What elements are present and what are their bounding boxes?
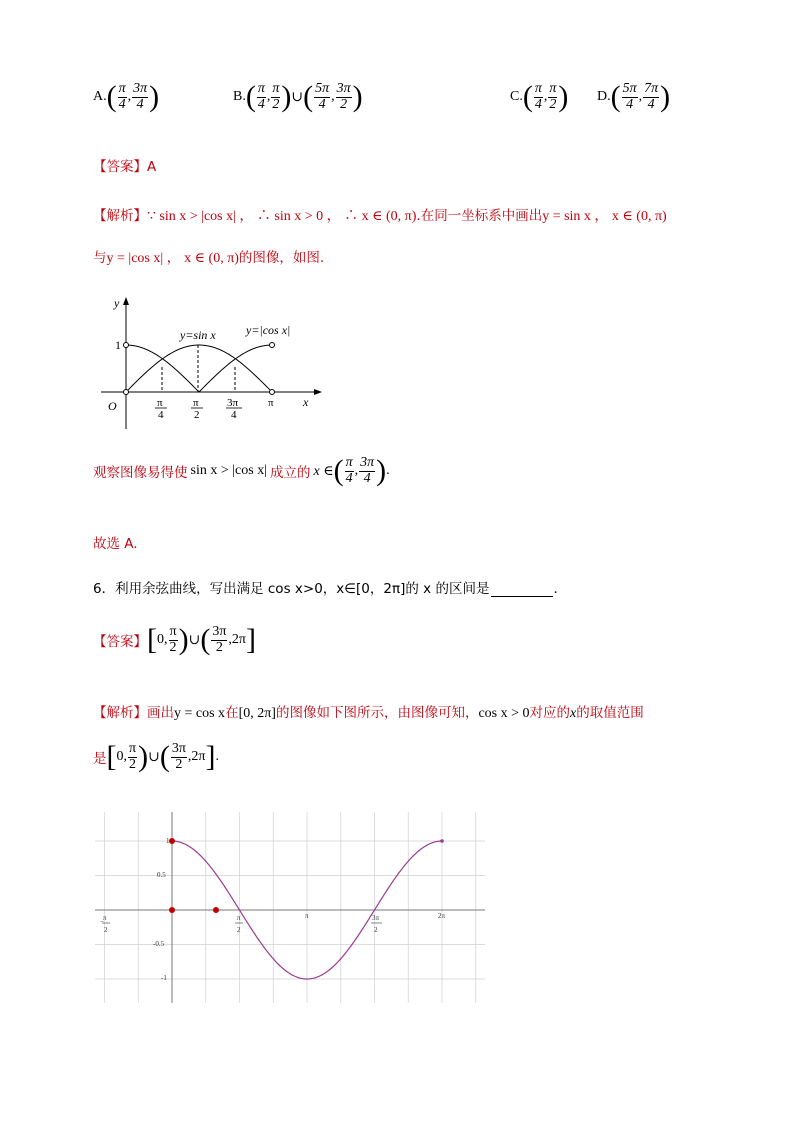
question-number: 6． bbox=[93, 581, 116, 597]
sin-abs-cos-graph bbox=[96, 294, 326, 434]
sin-label: y=sin x bbox=[180, 328, 216, 342]
analysis-1-text: .在同一坐标系中画出 bbox=[416, 208, 543, 224]
option-a-num1: π bbox=[118, 81, 126, 96]
tick-pi-4-num: π bbox=[157, 397, 163, 409]
option-b-num1: π bbox=[257, 81, 265, 96]
option-b-num3: 5π bbox=[315, 81, 330, 96]
a2-union: ∪ bbox=[148, 749, 160, 765]
y-label-neg-0-5: -0.5 bbox=[153, 940, 165, 948]
obs-den2: 4 bbox=[363, 470, 371, 486]
y-label-1: 1 bbox=[166, 837, 170, 845]
cos-graph bbox=[90, 810, 490, 1005]
y-label-0-5: 0.5 bbox=[157, 871, 166, 879]
option-a-label: A. bbox=[93, 89, 107, 105]
option-a-den1: 4 bbox=[118, 96, 126, 112]
obs-num1: π bbox=[345, 455, 353, 470]
obs-num2: 3π bbox=[360, 455, 375, 470]
option-b: B. ( $\frac{\pi}{4}$ , $\frac{\pi}{2}$ ) ∪ ( $\frac{5\pi}{4}$ , $\frac{3\pi}{2}$ ) bbox=[233, 80, 363, 114]
x-label-pi: π bbox=[305, 912, 309, 920]
observation-line bbox=[93, 456, 390, 486]
tick-pi-4-den: 4 bbox=[158, 409, 164, 421]
choose-line: 故选 A. bbox=[93, 536, 138, 552]
ans2-den2: 2 bbox=[215, 639, 223, 655]
a2-m1: y = cos x bbox=[174, 706, 226, 721]
abs-cos-curve bbox=[126, 345, 272, 392]
ans2-post: ,2π bbox=[228, 632, 246, 648]
option-c-num2: π bbox=[549, 81, 557, 96]
a2-t4: 对应的 bbox=[529, 705, 571, 721]
option-a-num2: 3π bbox=[133, 81, 148, 96]
x-label-neg-pi-2-num: π bbox=[103, 914, 107, 922]
x-label-pi-2-num: π bbox=[237, 914, 241, 922]
observation-x-in: x ∈ bbox=[313, 463, 334, 479]
option-d-den2: 4 bbox=[647, 96, 655, 112]
option-b-num4: 3π bbox=[336, 81, 351, 96]
option-d-num2: 7π bbox=[644, 81, 659, 96]
origin-label: O bbox=[108, 399, 117, 413]
observation-text2: 成立的 bbox=[270, 465, 311, 482]
a2-post: ,2π bbox=[187, 749, 206, 765]
question-end: ． bbox=[553, 581, 567, 597]
x-label-neg-pi-2-den: 2 bbox=[104, 926, 108, 934]
option-b-den4: 2 bbox=[340, 96, 348, 112]
option-b-union: ∪ bbox=[291, 89, 304, 105]
open-point-pi-0 bbox=[270, 390, 275, 395]
x-axis-arrow bbox=[314, 389, 322, 395]
a2-pre: 0, bbox=[116, 749, 127, 765]
sin-curve bbox=[126, 345, 272, 392]
option-c-den2: 2 bbox=[549, 96, 557, 112]
x-label-3pi-2-num: 3π bbox=[372, 914, 380, 922]
x-label-3pi-2-den: 2 bbox=[374, 926, 378, 934]
y-axis-label: y bbox=[114, 296, 120, 310]
open-point-0-1 bbox=[124, 343, 129, 348]
open-point-pi-1 bbox=[270, 343, 275, 348]
a2-t2: 在 bbox=[225, 705, 239, 721]
point-0-1 bbox=[169, 838, 175, 844]
a2-m3: cos x > 0 bbox=[478, 706, 530, 721]
analysis-1-text3: 的图像，如图. bbox=[238, 250, 325, 266]
answer-2-tag: 【答案】 bbox=[93, 634, 147, 651]
option-d-num1: 5π bbox=[622, 81, 637, 96]
a2-t5: 的取值范围 bbox=[576, 705, 644, 721]
a2-end: . bbox=[215, 749, 219, 765]
answer-value: A bbox=[147, 159, 157, 175]
ans2-num2: 3π bbox=[212, 624, 227, 639]
ans2-pre: 0, bbox=[157, 632, 168, 648]
x-label-pi-2-den: 2 bbox=[237, 926, 241, 934]
observation-text: 观察图像易得使 bbox=[93, 465, 188, 482]
option-a: A. ( $\frac{\pi}{4}$ , $\frac{3\pi}{4}$ ) bbox=[93, 80, 160, 114]
option-c-label: C. bbox=[510, 89, 523, 105]
option-c-num1: π bbox=[534, 81, 542, 96]
abs-cos-label: y=|cos x| bbox=[246, 323, 291, 337]
point-x-axis bbox=[213, 907, 219, 913]
option-c-den1: 4 bbox=[534, 96, 542, 112]
analysis-2-tag: 【解析】 bbox=[93, 705, 147, 721]
option-d-label: D. bbox=[597, 89, 611, 105]
analysis-1-cos-def: y = |cos x| ， x ∈ (0, π) bbox=[106, 251, 239, 266]
a2-num1: π bbox=[129, 741, 137, 756]
point-2pi-1 bbox=[440, 839, 444, 843]
y-axis-arrow bbox=[123, 297, 129, 305]
option-b-den2: 2 bbox=[272, 96, 280, 112]
open-point-origin bbox=[124, 390, 129, 395]
tick-3pi-4-den: 4 bbox=[231, 409, 237, 421]
option-d-den1: 4 bbox=[626, 96, 634, 112]
ans2-union: ∪ bbox=[188, 632, 201, 648]
tick-3pi-4-num: 3π bbox=[227, 397, 239, 409]
option-b-num2: π bbox=[272, 81, 280, 96]
answer-tag: 【答案】 bbox=[93, 159, 147, 175]
obs-den1: 4 bbox=[345, 470, 353, 486]
obs-end: . bbox=[386, 463, 390, 479]
a2-num2: 3π bbox=[171, 741, 186, 756]
question-6 bbox=[93, 577, 567, 597]
a2-interval: [ 0, $\frac{\pi}{2}$ ) ∪ ( $\frac{3\pi}{2}$ ,2π ] bbox=[106, 740, 216, 774]
analysis-1-line1 bbox=[93, 204, 667, 225]
answer-2-interval: [ 0, $\frac{\pi}{2}$ ) ∪ ( $\frac{3\pi}{2}$ ,2π ] bbox=[147, 623, 256, 657]
question-text: 利用余弦曲线，写出满足 cos x>0，x∈[0，2π]的 x 的区间是 bbox=[115, 581, 490, 597]
a2-m4: x bbox=[570, 706, 577, 721]
a2-m2: [0, 2π] bbox=[238, 706, 276, 721]
analysis-2-line1 bbox=[93, 701, 644, 722]
ans2-num1: π bbox=[169, 624, 177, 639]
option-d: D. ( $\frac{5\pi}{4}$ , $\frac{7\pi}{4}$ ) bbox=[597, 80, 671, 114]
answer-2 bbox=[93, 625, 256, 655]
y-label-neg-1: -1 bbox=[161, 974, 167, 982]
x-label-2pi: 2π bbox=[438, 912, 446, 920]
analysis-1-text2: 与 bbox=[93, 250, 107, 266]
analysis-2-line2 bbox=[93, 742, 219, 772]
a2-den2: 2 bbox=[175, 756, 183, 772]
analysis-1-sin-def: y = sin x ， x ∈ (0, π) bbox=[542, 209, 667, 224]
tick-pi-2-den: 2 bbox=[194, 409, 200, 421]
x-axis-label: x bbox=[303, 395, 309, 409]
answer-blank[interactable] bbox=[491, 582, 553, 597]
option-c: C. ( $\frac{\pi}{4}$ , $\frac{\pi}{2}$ ) bbox=[510, 80, 569, 114]
answer-1 bbox=[93, 155, 156, 175]
tick-pi-2-num: π bbox=[193, 397, 199, 409]
observation-interval: ( $\frac{\pi}{4}$ , $\frac{3\pi}{4}$ ) bbox=[333, 454, 387, 488]
a2-den1: 2 bbox=[129, 756, 137, 772]
analysis-1-line2 bbox=[93, 246, 324, 267]
one-label: 1 bbox=[115, 338, 121, 352]
observation-inequality: sin x > |cos x| bbox=[190, 463, 268, 479]
option-b-den1: 4 bbox=[257, 96, 265, 112]
option-b-label: B. bbox=[233, 89, 246, 105]
a2-t3: 的图像如下图所示，由图像可知， bbox=[275, 705, 479, 721]
analysis-1-condition: ∵ sin x > |cos x| ， ∴ sin x > 0 ， ∴ x ∈ (0, π) bbox=[147, 209, 417, 224]
a2-t1: 画出 bbox=[147, 705, 174, 721]
tick-pi: π bbox=[268, 397, 274, 409]
x-label-neg-pi-2-minus: − bbox=[100, 918, 104, 926]
ans2-den1: 2 bbox=[169, 639, 177, 655]
point-origin bbox=[169, 907, 175, 913]
a2-t6: 是 bbox=[93, 751, 107, 768]
option-a-den2: 4 bbox=[136, 96, 144, 112]
option-b-den3: 4 bbox=[318, 96, 326, 112]
analysis-tag: 【解析】 bbox=[93, 208, 147, 224]
